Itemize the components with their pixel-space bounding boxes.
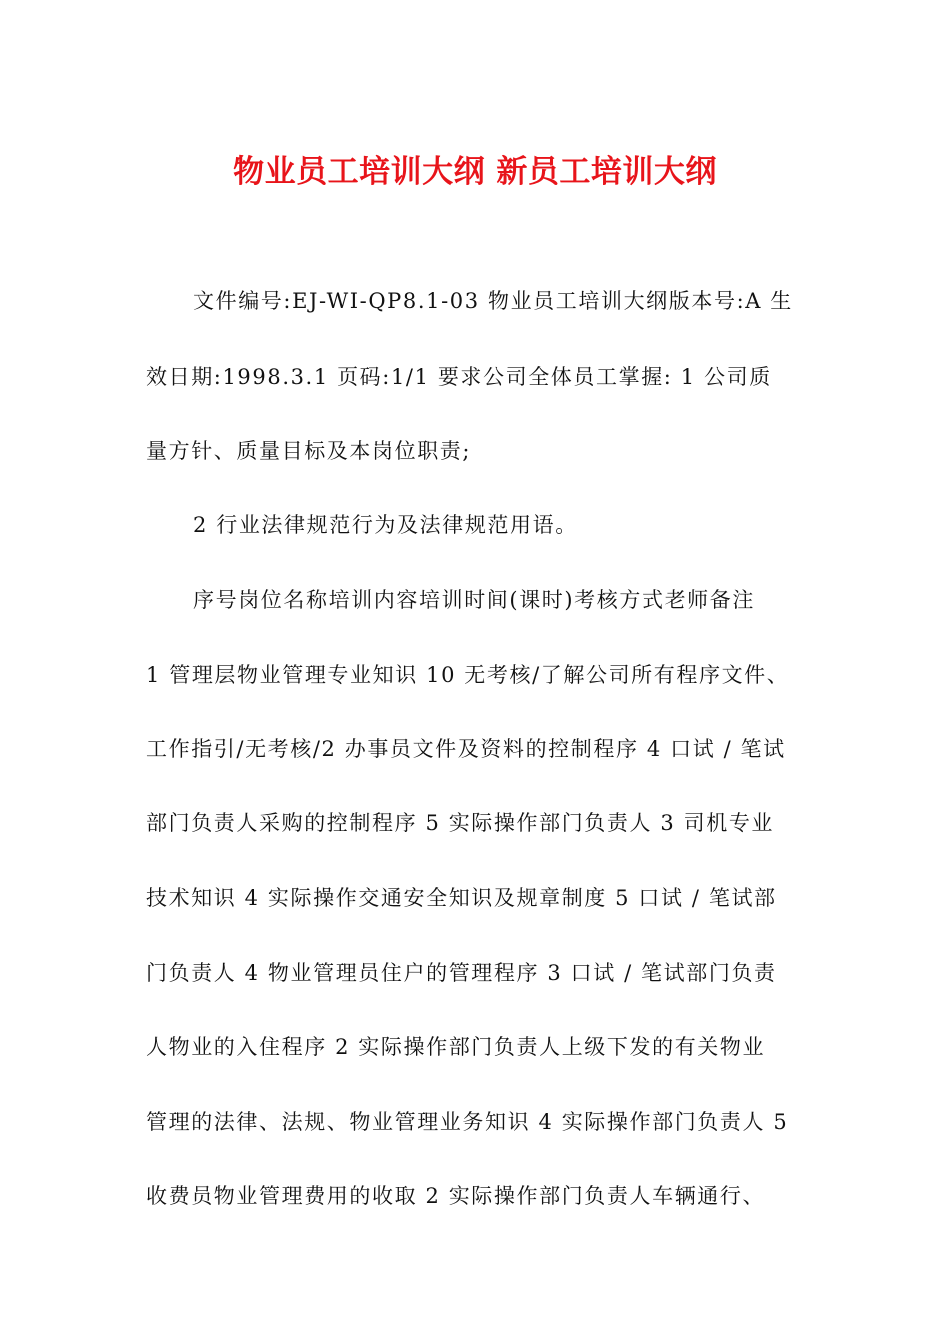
text-line-5: 序号岗位名称培训内容培训时间(课时)考核方式老师备注 bbox=[193, 588, 755, 612]
document-title: 物业员工培训大纲 新员工培训大纲 bbox=[233, 154, 717, 190]
text-line-3: 量方针、质量目标及本岗位职责; bbox=[146, 439, 472, 463]
text-line-12: 管理的法律、法规、物业管理业务知识 4 实际操作部门负责人 5 bbox=[146, 1110, 789, 1134]
text-line-11: 人物业的入住程序 2 实际操作部门负责人上级下发的有关物业 bbox=[146, 1035, 766, 1059]
text-line-4: 2 行业法律规范行为及法律规范用语。 bbox=[193, 513, 578, 537]
text-line-6: 1 管理层物业管理专业知识 10 无考核/了解公司所有程序文件、 bbox=[146, 663, 790, 687]
text-line-10: 门负责人 4 物业管理员住户的管理程序 3 口试 / 笔试部门负责 bbox=[146, 961, 777, 985]
text-line-9: 技术知识 4 实际操作交通安全知识及规章制度 5 口试 / 笔试部 bbox=[146, 886, 777, 910]
text-line-2: 效日期:1998.3.1 页码:1/1 要求公司全体员工掌握: 1 公司质 bbox=[146, 365, 772, 389]
text-line-8: 部门负责人采购的控制程序 5 实际操作部门负责人 3 司机专业 bbox=[146, 811, 775, 835]
text-line-13: 收费员物业管理费用的收取 2 实际操作部门负责人车辆通行、 bbox=[146, 1184, 766, 1208]
text-line-1: 文件编号:EJ-WI-QP8.1-03 物业员工培训大纲版本号:A 生 bbox=[193, 289, 793, 313]
text-line-7: 工作指引/无考核/2 办事员文件及资料的控制程序 4 口试 / 笔试 bbox=[146, 737, 786, 761]
